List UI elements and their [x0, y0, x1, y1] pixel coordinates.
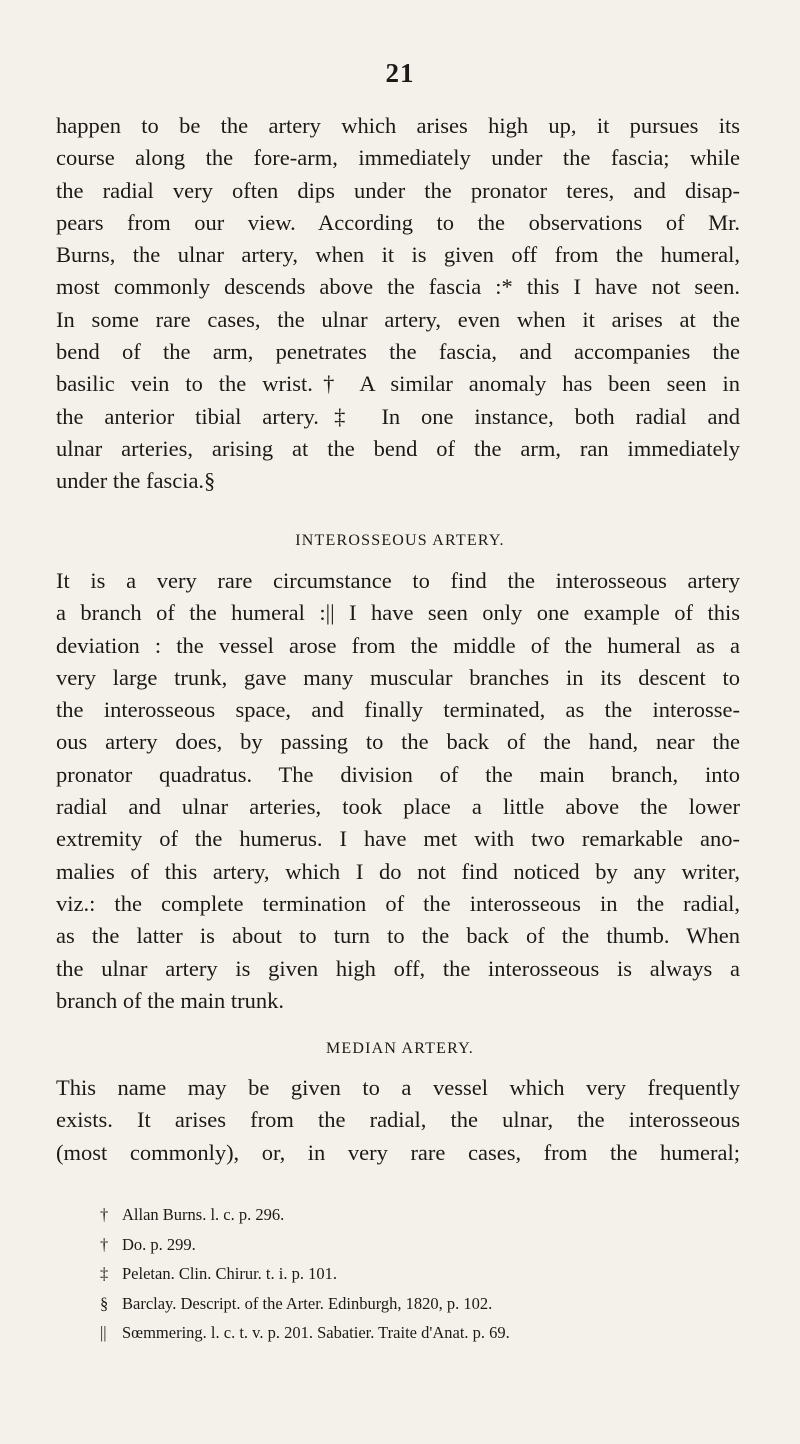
text-line: the ulnar artery is given high off, the interosseous is always a — [56, 955, 740, 981]
footnote-text: Barclay. Descript. of the Arter. Edinburgh, 1820, p. 102. — [122, 1293, 493, 1313]
footnote-mark: ‡ — [100, 1264, 109, 1283]
footnote — [100, 1259, 760, 1289]
footnote-mark: || — [100, 1323, 107, 1342]
text-line: a branch of the humeral :|| I have seen only one example of this — [56, 600, 740, 626]
text-line: as the latter is about to turn to the back of the thumb. When — [56, 923, 740, 949]
text-line: bend of the arm, penetrates the fascia, and accompanies the — [56, 339, 740, 365]
text-line: (most commonly), or, in very rare cases, from the humeral; — [56, 1139, 740, 1165]
text-line: very large trunk, gave many muscular branches in its descent to — [56, 664, 740, 690]
footnote-text: Do. p. 299. — [122, 1234, 196, 1254]
section-heading-interosseous: INTEROSSEOUS ARTERY. — [295, 532, 505, 549]
text-line: branch of the main trunk. — [56, 987, 285, 1013]
text-line: exists. It arises from the radial, the ulnar, the interosseous — [56, 1107, 740, 1133]
text-line: under the fascia.§ — [56, 468, 216, 494]
footnote-mark: † — [100, 1205, 109, 1224]
footnote-mark: § — [100, 1293, 109, 1313]
paragraph-ulnar-artery — [56, 110, 740, 498]
text-line: ous artery does, by passing to the back of the hand, near the — [56, 729, 740, 755]
text-line: the radial very often dips under the pronator teres, and disap- — [56, 177, 740, 203]
text-line: ulnar arteries, arising at the bend of the arm, ran immediately — [56, 435, 740, 461]
section-heading-median: MEDIAN ARTERY. — [325, 1040, 474, 1057]
footnotes — [100, 1200, 760, 1348]
footnote — [100, 1289, 760, 1319]
text-line: the anterior tibial artery.‡ In one instance, both radial and — [56, 403, 740, 429]
text-line: pears from our view. According to the observations of Mr. — [56, 209, 740, 235]
text-line: It is a very rare circumstance to find the interosseous artery — [56, 568, 740, 593]
text-line: In some rare cases, the ulnar artery, even when it arises at the — [56, 306, 740, 332]
footnote-text: Allan Burns. l. c. p. 296. — [122, 1205, 285, 1224]
footnote-text: Peletan. Clin. Chirur. t. i. p. 101. — [122, 1264, 337, 1283]
paragraph-interosseous-artery — [56, 565, 740, 1017]
footnote — [100, 1200, 760, 1230]
text-line: This name may be given to a vessel which very frequently — [56, 1075, 740, 1100]
paragraph-median-artery — [56, 1072, 740, 1169]
page-number: 21 — [385, 58, 415, 88]
text-line: the interosseous space, and finally terminated, as the interosse- — [56, 697, 740, 723]
text-line: pronator quadratus. The division of the main branch, into — [56, 761, 740, 787]
footnote-mark: † — [100, 1234, 109, 1254]
text-line: happen to be the artery which arises high up, it pursues its — [56, 113, 740, 138]
text-line: malies of this artery, which I do not find noticed by any writer, — [56, 858, 740, 884]
text-line: course along the fore-arm, immediately under the fascia; while — [56, 145, 740, 171]
text-line: radial and ulnar arteries, took place a little above the lower — [56, 794, 740, 820]
footnote — [100, 1318, 760, 1348]
footnote-text: Sœmmering. l. c. t. v. p. 201. Sabatier. Traite d'Anat. p. 69. — [122, 1323, 510, 1342]
text-line: Burns, the ulnar artery, when it is given off from the humeral, — [56, 242, 740, 268]
text-line: extremity of the humerus. I have met with two remarkable ano- — [56, 826, 740, 852]
text-line: deviation : the vessel arose from the middle of the humeral as a — [56, 632, 740, 658]
text-line: basilic vein to the wrist.† A similar anomaly has been seen in — [56, 371, 740, 397]
footnote — [100, 1230, 760, 1260]
text-line: most commonly descends above the fascia :* this I have not seen. — [56, 274, 740, 300]
text-line: viz.: the complete termination of the interosseous in the radial, — [56, 890, 740, 916]
